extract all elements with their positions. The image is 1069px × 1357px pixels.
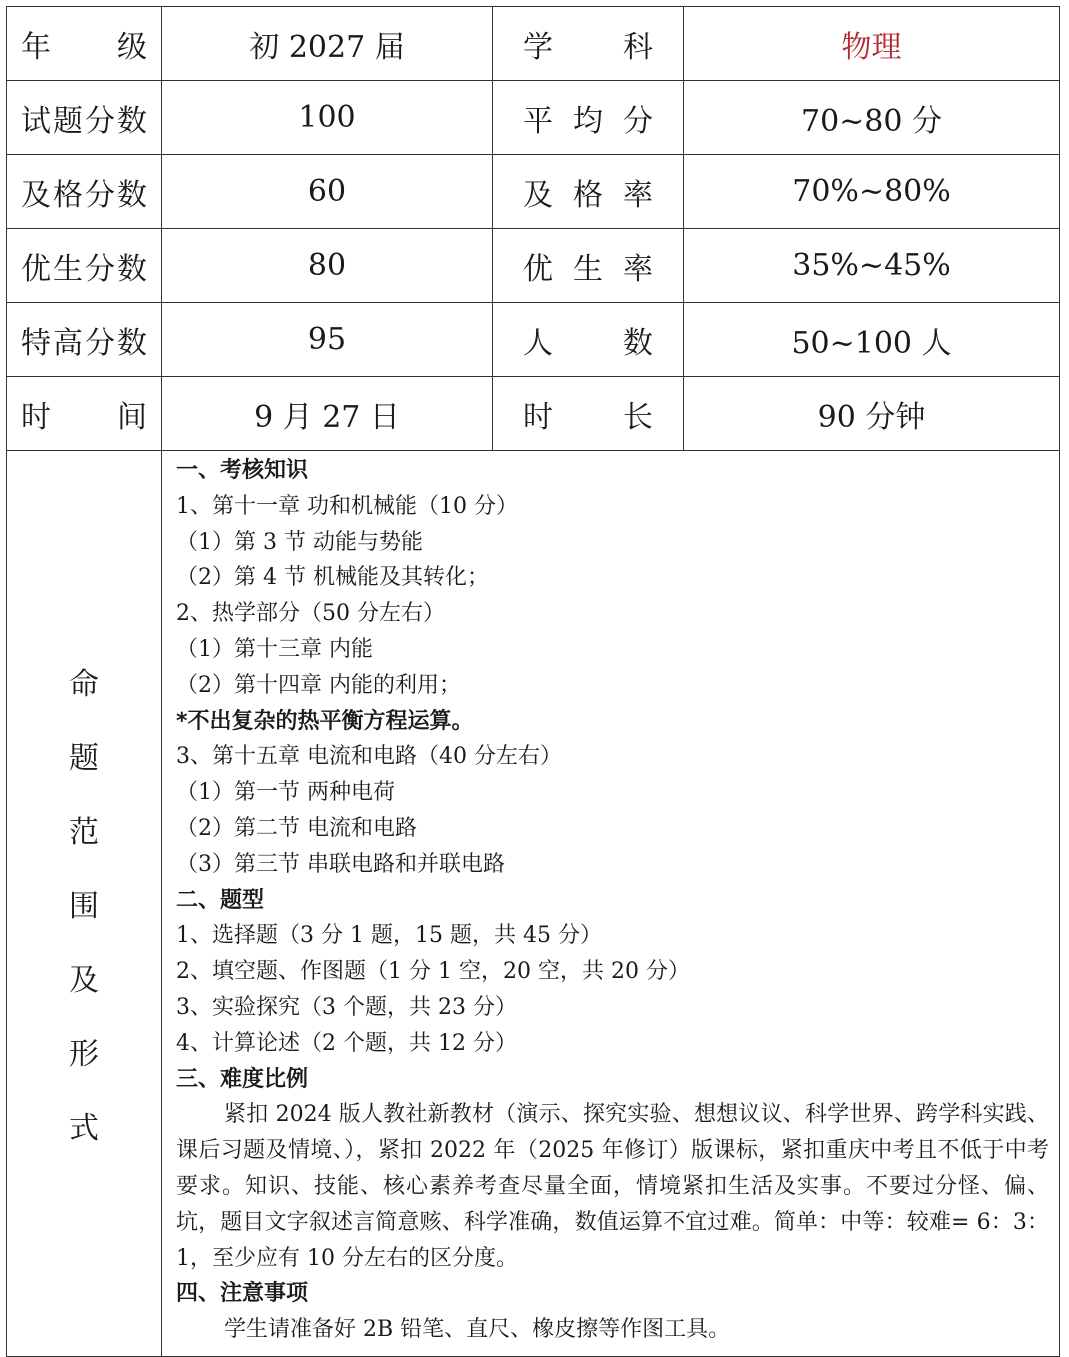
scope-label-char: 范: [69, 815, 99, 851]
scope-label-char: 围: [69, 889, 99, 925]
paragraph-difficulty: 紧扣 2024 版人教社新教材（演示、探究实验、想想议议、科学世界、跨学科实践、课后习题及情境、），紧扣 2022 年（2025 年修订）版课标，紧扣重庆中考且不低于中考要求。知识、技能、核心素养考查尽量全面，情境紧扣生活及实事。不要过分怪、偏、坑，题目文字叙述言简意赅、科学准确，数值运算不宜过难。简单：中等：较难= 6：3：1，至少应有 10 分左右的区分度。: [176, 1102, 1049, 1271]
exam-info-table: [6, 6, 1060, 1357]
cell-top-score-value: 95: [162, 303, 493, 377]
label-char: 数: [117, 177, 147, 213]
table-row-top-score: [7, 303, 1060, 377]
list-item: （2）第 4 节 机械能及其转化；: [176, 565, 489, 591]
label-char: 间: [117, 399, 147, 435]
label-char: 数: [117, 251, 147, 287]
cell-grade-label: [7, 7, 162, 81]
cell-scope-label: [7, 451, 162, 1357]
list-item: （3）第三节 串联电路和并联电路: [176, 851, 505, 877]
label-char: 格: [53, 177, 83, 213]
cell-total-score-label: [7, 81, 162, 155]
table-row-excellent-score: [7, 229, 1060, 303]
cell-passing-score-value: 60: [162, 155, 493, 229]
label-char: 率: [623, 251, 653, 287]
table-row-passing-score: [7, 155, 1060, 229]
label-char: 时: [21, 399, 51, 435]
label-char: 分: [85, 251, 115, 287]
label-char: 学: [523, 29, 553, 65]
label-char: 高: [53, 325, 83, 361]
label-char: 时: [523, 399, 553, 435]
cell-pass-rate-label: [493, 155, 684, 229]
list-item: 1、选择题（3 分 1 题，15 题，共 45 分）: [176, 923, 602, 949]
table-row-date: [7, 377, 1060, 451]
label-char: 率: [623, 177, 653, 213]
scope-label-vertical: [7, 659, 161, 1147]
section-title-notes: 四、注意事项: [176, 1281, 309, 1307]
label-char: 数: [117, 103, 147, 139]
cell-grade-value: 初 2027 届: [162, 7, 493, 81]
table-row-grade: [7, 7, 1060, 81]
list-item: 4、计算论述（2 个题，共 12 分）: [176, 1030, 517, 1056]
label-char: 数: [623, 325, 653, 361]
label-text-subject: [493, 7, 683, 80]
cell-date-value: 9 月 27 日: [162, 377, 493, 451]
list-item: （2）第二节 电流和电路: [176, 815, 417, 841]
list-item: 3、第十五章 电流和电路（40 分左右）: [176, 744, 562, 770]
scope-label-char: 命: [69, 667, 99, 703]
cell-headcount-label: [493, 303, 684, 377]
label-text-duration: [493, 377, 683, 450]
cell-date-label: [7, 377, 162, 451]
cell-total-score-value: 100: [162, 81, 493, 155]
label-char: 优: [21, 251, 51, 287]
list-item: （1）第 3 节 动能与势能: [176, 529, 423, 555]
table-row-total-score: [7, 81, 1060, 155]
label-text-pass-rate: [493, 155, 683, 228]
cell-subject-label: [493, 7, 684, 81]
cell-passing-score-label: [7, 155, 162, 229]
label-char: 分: [623, 103, 653, 139]
section-title-question-types: 二、题型: [176, 887, 265, 913]
cell-average-label: [493, 81, 684, 155]
label-char: 分: [85, 325, 115, 361]
label-text-passing-score: [7, 155, 161, 228]
scope-label-char: 及: [69, 963, 99, 999]
exam-info-sheet: [6, 6, 1059, 1350]
label-text-date: [7, 377, 161, 450]
cell-duration-label: [493, 377, 684, 451]
cell-excellent-score-value: 80: [162, 229, 493, 303]
cell-subject-value: 物理: [684, 7, 1060, 81]
label-char: 人: [523, 325, 553, 361]
label-char: 特: [21, 325, 51, 361]
cell-top-score-label: [7, 303, 162, 377]
label-char: 均: [573, 103, 603, 139]
list-item: （2）第十四章 内能的利用；: [176, 672, 461, 698]
cell-pass-rate-value: 70%~80%: [684, 155, 1060, 229]
cell-scope-content: [162, 451, 1060, 1357]
list-item: 2、填空题、作图题（1 分 1 空，20 空，共 20 分）: [176, 959, 690, 985]
cell-excellent-rate-value: 35%~45%: [684, 229, 1060, 303]
table-row-scope: [7, 451, 1060, 1357]
label-text-excellent-rate: [493, 229, 683, 302]
paragraph-notes: 学生请准备好 2B 铅笔、直尺、橡皮擦等作图工具。: [224, 1317, 731, 1343]
list-item: （1）第一节 两种电荷: [176, 780, 395, 806]
list-item: 2、热学部分（50 分左右）: [176, 601, 445, 627]
list-item: （1）第十三章 内能: [176, 636, 373, 662]
label-char: 长: [623, 399, 653, 435]
label-char: 分: [85, 103, 115, 139]
scope-label-char: 形: [69, 1037, 99, 1073]
section-title-difficulty-ratio: 三、难度比例: [176, 1066, 309, 1092]
label-char: 级: [117, 29, 147, 65]
label-char: 及: [523, 177, 553, 213]
label-char: 试: [21, 103, 51, 139]
scope-label-char: 题: [69, 741, 99, 777]
section-title-assessment-knowledge: 一、考核知识: [176, 458, 309, 483]
label-text-top-score: [7, 303, 161, 376]
label-char: 生: [573, 251, 603, 287]
label-text-grade: [7, 7, 161, 80]
label-char: 科: [623, 29, 653, 65]
cell-excellent-score-label: [7, 229, 162, 303]
label-char: 年: [21, 29, 51, 65]
label-text-average: [493, 81, 683, 154]
label-char: 题: [53, 103, 83, 139]
label-char: 格: [573, 177, 603, 213]
scope-label-char: 式: [69, 1111, 99, 1147]
list-item: 1、第十一章 功和机械能（10 分）: [176, 493, 518, 519]
cell-excellent-rate-label: [493, 229, 684, 303]
cell-duration-value: 90 分钟: [684, 377, 1060, 451]
label-char: 及: [21, 177, 51, 213]
label-char: 分: [85, 177, 115, 213]
cell-headcount-value: 50~100 人: [684, 303, 1060, 377]
label-char: 优: [523, 251, 553, 287]
label-char: 数: [117, 325, 147, 361]
label-text-total-score: [7, 81, 161, 154]
label-text-excellent-score: [7, 229, 161, 302]
cell-average-value: 70~80 分: [684, 81, 1060, 155]
list-item: 3、实验探究（3 个题，共 23 分）: [176, 994, 517, 1020]
label-text-headcount: [493, 303, 683, 376]
label-char: 生: [53, 251, 83, 287]
note-thermal-equation: *不出复杂的热平衡方程运算。: [176, 708, 474, 734]
label-char: 平: [523, 103, 553, 139]
